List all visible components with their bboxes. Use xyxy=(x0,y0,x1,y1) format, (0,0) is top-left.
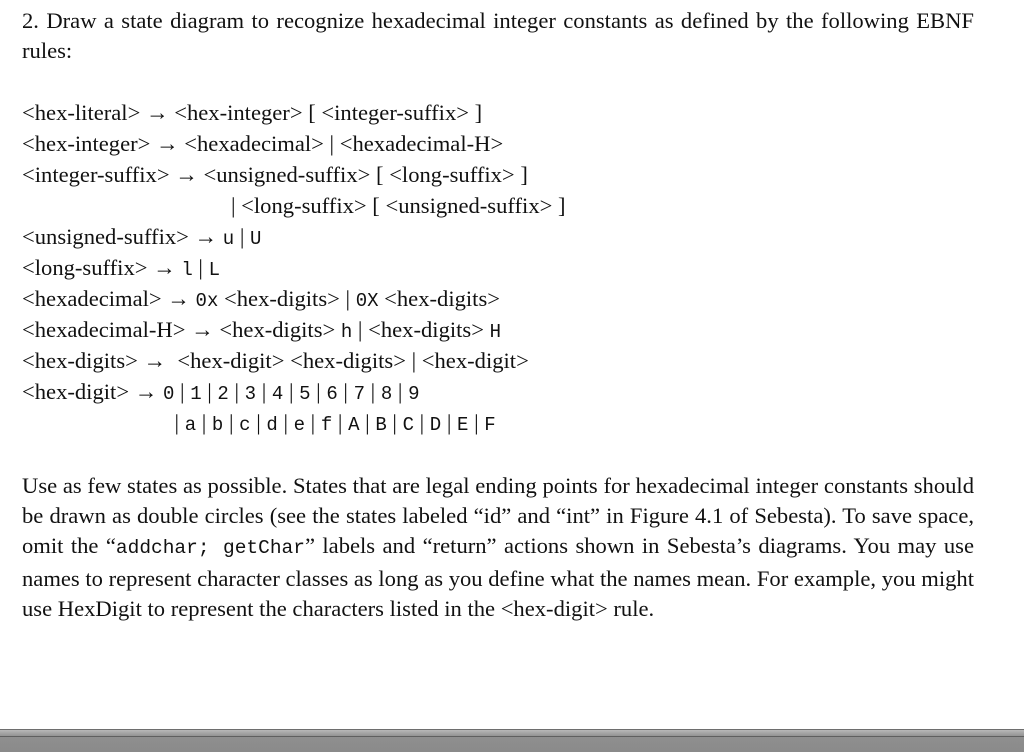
text-segment: <unsigned-suffix> → xyxy=(22,224,223,249)
code-token: c xyxy=(239,414,251,436)
text-segment: | xyxy=(359,410,376,435)
code-token: D xyxy=(429,414,442,436)
code-token: f xyxy=(320,414,333,436)
text-segment: <long-suffix> → xyxy=(22,255,182,280)
text-segment: <hex-digits> xyxy=(378,286,500,311)
text-segment: | <long-suffix> [ <unsigned-suffix> ] xyxy=(22,193,566,218)
code-token: 6 xyxy=(326,383,338,405)
text-segment: | xyxy=(392,379,409,404)
text-segment: | xyxy=(413,410,430,435)
ebnf-rule-hexadecimal xyxy=(22,283,1002,314)
code-token: 3 xyxy=(244,383,257,405)
ebnf-rule-integer-suffix-alt xyxy=(22,190,1002,221)
text-segment: <hex-digit> → xyxy=(22,379,163,404)
code-token: L xyxy=(208,259,221,281)
text-segment: <hex-digits> → <hex-digit> <hex-digits> | <hex-digit> xyxy=(22,348,529,373)
text-segment: ” labels and “return” actions shown in Sebesta’s diagrams. You may use names to represent character classes as long as you define what the names mean. For example, you might use HexDigit to represent the characters listed in the <hex-digit> rule. xyxy=(22,533,974,621)
text-segment: | xyxy=(365,379,381,404)
code-token: U xyxy=(250,228,262,250)
code-token: 2 xyxy=(217,383,229,405)
text-segment: | xyxy=(174,379,191,404)
text-segment: | xyxy=(192,255,209,280)
text-segment: | xyxy=(305,410,321,435)
ebnf-rule-hex-digit-alt xyxy=(22,407,1002,438)
ebnf-rule-long-suffix xyxy=(22,252,1002,283)
code-token: E xyxy=(457,414,469,436)
text-segment: | xyxy=(256,379,272,404)
text-segment: | xyxy=(250,410,267,435)
code-token: 1 xyxy=(190,383,202,405)
viewer-bottom-bar xyxy=(0,729,1024,752)
text-segment: <integer-suffix> → <unsigned-suffix> [ <long-suffix> ] xyxy=(22,162,528,187)
code-token: u xyxy=(222,228,235,250)
ebnf-rule-hex-digit xyxy=(22,376,1002,407)
code-token: F xyxy=(484,414,496,436)
text-segment: | xyxy=(234,224,251,249)
code-token: 0x xyxy=(195,290,219,312)
text-segment: <hexadecimal-H> → <hex-digits> xyxy=(22,317,341,342)
ebnf-rule-integer-suffix xyxy=(22,159,1002,190)
text-segment: | xyxy=(386,410,403,435)
ebnf-rule-hexadecimal-h xyxy=(22,314,1002,345)
code-token: e xyxy=(293,414,306,436)
ebnf-rule-hex-digits xyxy=(22,345,1002,376)
text-segment: <hex-integer> → <hexadecimal> | <hexadecimal-H> xyxy=(22,131,504,156)
text-segment: | xyxy=(468,410,485,435)
ebnf-rule-unsigned-suffix xyxy=(22,221,1002,252)
code-token: b xyxy=(211,414,224,436)
code-token: a xyxy=(184,414,197,436)
text-segment: <hexadecimal> → xyxy=(22,286,196,311)
text-segment: | xyxy=(277,410,294,435)
code-token: 7 xyxy=(353,383,365,405)
text-segment: | xyxy=(223,410,240,435)
code-token: h xyxy=(340,321,353,343)
code-token: l xyxy=(181,259,193,281)
code-token: H xyxy=(489,321,502,343)
code-token: C xyxy=(402,414,414,436)
code-token: 5 xyxy=(299,383,311,405)
text-segment: <hex-digits> | xyxy=(218,286,356,311)
code-token: 0X xyxy=(355,290,379,312)
code-token: B xyxy=(375,414,387,436)
text-segment: <hex-literal> → <hex-integer> [ <integer-suffix> ] xyxy=(22,100,483,125)
text-segment: | xyxy=(228,379,245,404)
code-token: 4 xyxy=(271,383,284,405)
question-text: 2. Draw a state diagram to recognize hexadecimal integer constants as defined by the following EBNF rules: xyxy=(22,8,974,63)
code-token: addchar; getChar xyxy=(115,537,305,560)
ebnf-rule-hex-integer xyxy=(22,128,1002,159)
text-segment: | xyxy=(441,410,458,435)
code-token: d xyxy=(266,414,278,436)
code-token: 9 xyxy=(408,383,420,405)
text-segment: | xyxy=(201,379,218,404)
text-segment: | xyxy=(337,379,354,404)
text-segment: | xyxy=(22,410,185,435)
ebnf-rules xyxy=(22,97,1002,438)
text-segment: | <hex-digits> xyxy=(352,317,490,342)
ebnf-rule-hex-literal xyxy=(22,97,1002,128)
text-segment: | xyxy=(283,379,300,404)
text-segment: | xyxy=(196,410,212,435)
code-token: 0 xyxy=(162,383,175,405)
text-segment: | xyxy=(332,410,349,435)
text-segment: Use as few states as possible. States that are legal ending points for hexadecimal integer constants should be drawn as double circles (see the states labeled “id” and “int” in Figure 4.1 of Sebesta). To save space, omit the “ xyxy=(22,473,974,559)
code-token: A xyxy=(348,414,360,436)
instructions-paragraph xyxy=(22,471,974,624)
text-segment: | xyxy=(310,379,327,404)
code-token: 8 xyxy=(380,383,393,405)
